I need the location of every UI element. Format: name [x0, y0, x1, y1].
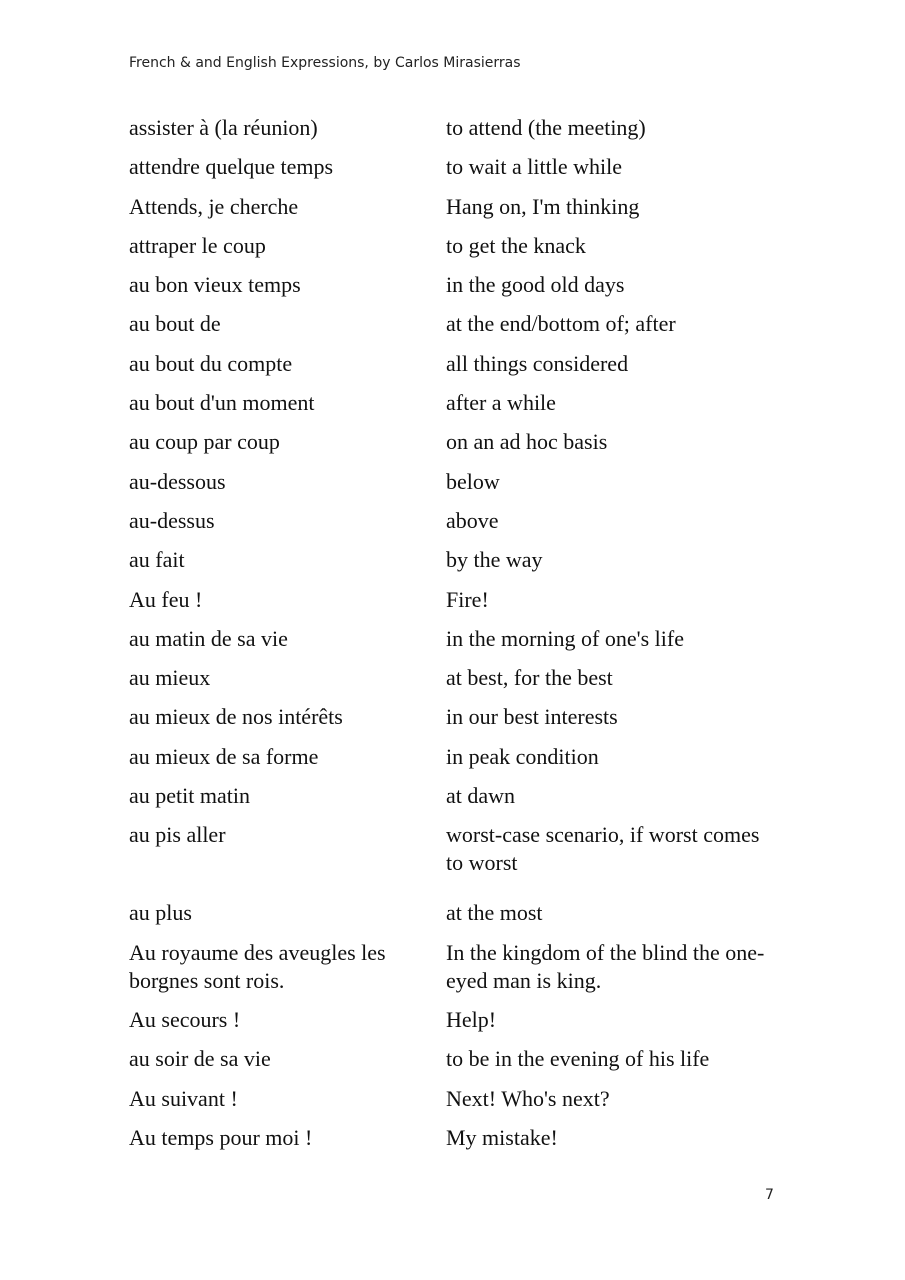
expression-row: [129, 114, 789, 142]
french-expression: attendre quelque temps: [129, 154, 334, 180]
french-expression: au bout d'un moment: [129, 390, 315, 416]
expression-row: [129, 821, 789, 877]
english-translation: below: [446, 468, 500, 494]
page-number: 7: [765, 1187, 774, 1203]
english-translation: Help!: [446, 1006, 497, 1032]
expression-row: [129, 468, 789, 496]
english-translation: above: [446, 507, 499, 533]
expression-row: [129, 507, 789, 535]
french-expression: au mieux de nos intérêts: [129, 704, 343, 730]
french-expression: au bout du compte: [129, 350, 293, 376]
expression-row: [129, 350, 789, 378]
english-translation: to attend (the meeting): [446, 115, 646, 140]
expression-row: [129, 743, 789, 771]
english-translation: at the most: [446, 900, 543, 926]
english-translation: My mistake!: [446, 1124, 558, 1150]
french-expression: Au temps pour moi !: [129, 1124, 313, 1150]
french-expression: au-dessous: [129, 468, 226, 494]
expression-row: [129, 389, 789, 417]
expression-row: [129, 1006, 789, 1034]
expression-list: [129, 114, 789, 1163]
french-expression: Au secours !: [129, 1006, 241, 1032]
expression-row: [129, 782, 789, 810]
french-expression: Attends, je cherche: [129, 193, 299, 219]
french-expression: au bon vieux temps: [129, 272, 301, 298]
french-expression: au plus: [129, 900, 192, 926]
expression-row: [129, 586, 789, 614]
french-expression: au matin de sa vie: [129, 625, 288, 651]
expression-row: [129, 939, 789, 995]
english-translation: by the way: [446, 547, 543, 573]
french-expression: au petit matin: [129, 783, 250, 809]
french-expression: au mieux: [129, 665, 211, 691]
french-expression: au-dessus: [129, 507, 215, 533]
english-translation: to wait a little while: [446, 154, 622, 180]
french-expression: au bout de: [129, 311, 221, 337]
english-translation: in the morning of one's life: [446, 625, 684, 651]
expression-row: [129, 546, 789, 574]
english-translation: in peak condition: [446, 743, 599, 769]
english-translation: at dawn: [446, 783, 516, 809]
expression-row: [129, 625, 789, 653]
english-translation: to get the knack: [446, 232, 586, 258]
english-translation: Next! Who's next?: [446, 1085, 610, 1111]
french-expression: au pis aller: [129, 822, 226, 848]
expression-row: [129, 153, 789, 181]
french-expression: au soir de sa vie: [129, 1046, 271, 1072]
expression-row: [129, 1124, 789, 1152]
english-translation: all things considered: [446, 350, 629, 376]
french-expression: attraper le coup: [129, 232, 266, 258]
french-expression: au mieux de sa forme: [129, 743, 319, 769]
expression-row: [129, 703, 789, 731]
english-translation: at the end/bottom of; after: [446, 311, 676, 337]
french-expression: assister à (la réunion): [129, 115, 318, 140]
english-translation: on an ad hoc basis: [446, 429, 608, 455]
english-translation: after a while: [446, 390, 556, 416]
english-translation: Hang on, I'm thinking: [446, 193, 640, 219]
expression-row: [129, 1085, 789, 1113]
expression-row: [129, 1045, 789, 1073]
english-translation: to be in the evening of his life: [446, 1046, 710, 1072]
english-translation: In the kingdom of the blind the one-eyed man is king.: [446, 939, 765, 993]
french-expression: au coup par coup: [129, 429, 280, 455]
english-translation: at best, for the best: [446, 665, 613, 691]
english-translation: worst-case scenario, if worst comes to worst: [446, 822, 760, 876]
expression-row: [129, 232, 789, 260]
expression-row: [129, 271, 789, 299]
french-expression: au fait: [129, 547, 185, 573]
expression-row: [129, 899, 789, 927]
expression-row: [129, 428, 789, 456]
running-header: French & and English Expressions, by Carlos Mirasierras: [129, 55, 521, 71]
expression-row: [129, 193, 789, 221]
expression-row: [129, 310, 789, 338]
expression-row: [129, 664, 789, 692]
english-translation: in the good old days: [446, 272, 625, 298]
french-expression: Au feu !: [129, 586, 203, 612]
english-translation: Fire!: [446, 586, 489, 612]
english-translation: in our best interests: [446, 704, 618, 730]
french-expression: Au suivant !: [129, 1085, 238, 1111]
french-expression: Au royaume des aveugles les borgnes sont rois.: [129, 939, 386, 993]
